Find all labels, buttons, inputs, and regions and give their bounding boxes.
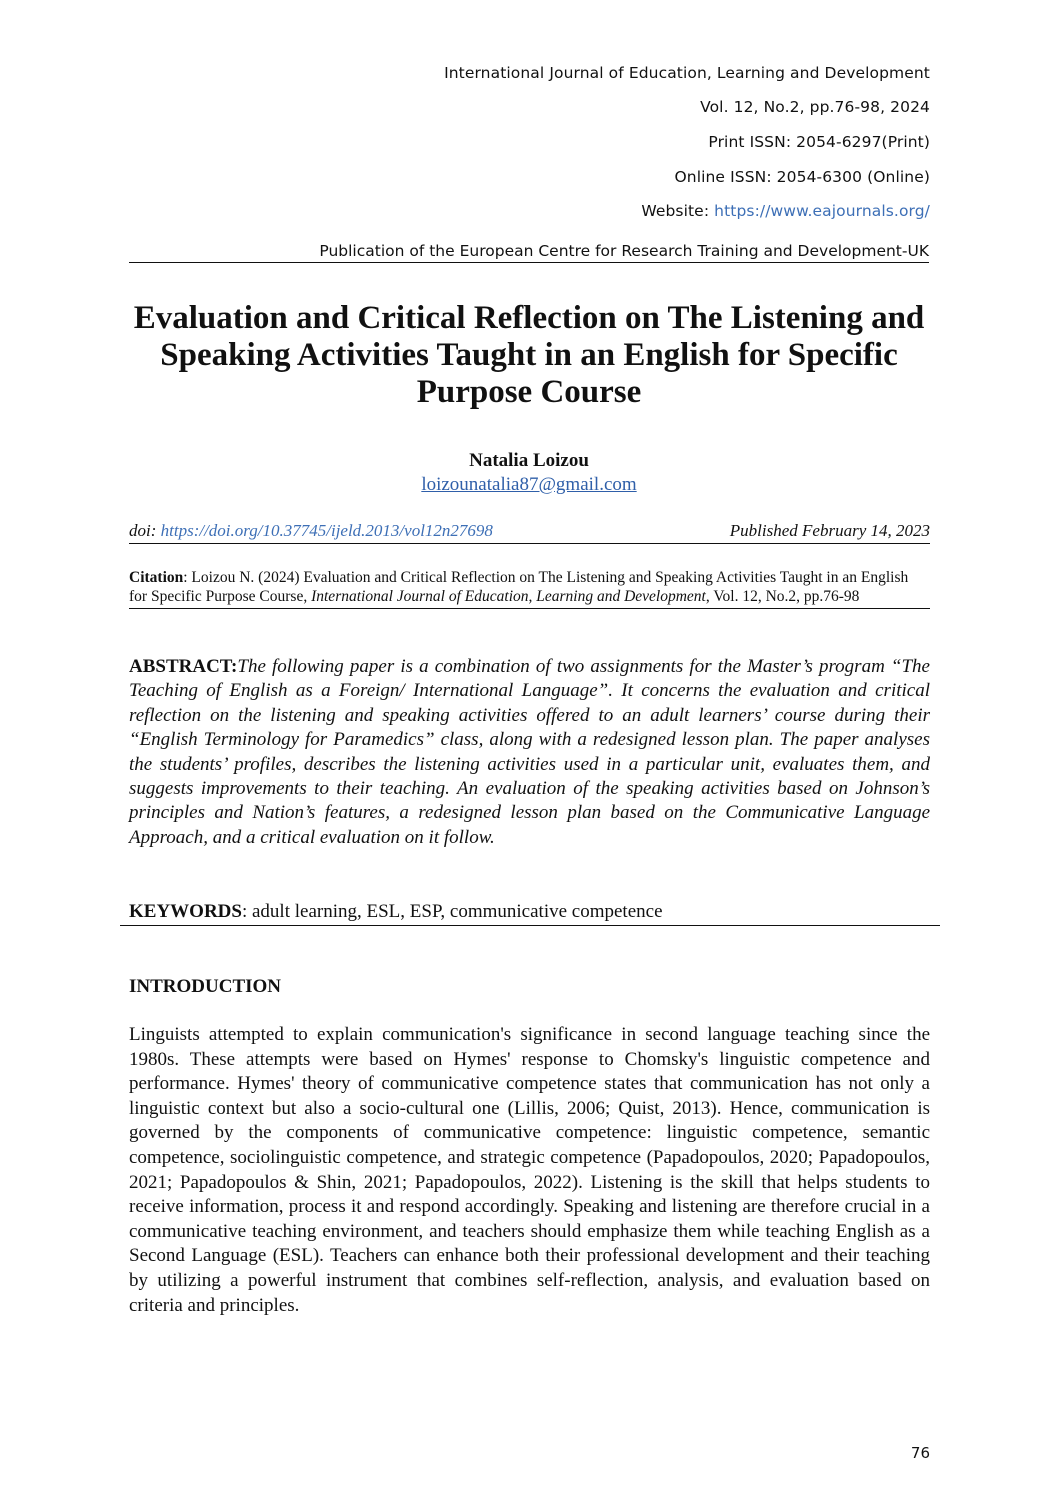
introduction-text: Linguists attempted to explain communication's significance in second language teaching since the 1980s. These attempts were based on Hymes' response to Chomsky's linguistic competence and performance. Hymes' theory of communicative competence states that communication has not only a linguistic context but also a socio-cultural one (Lillis, 2006; Quist, 2013). Hence, communication is governed by the components of communicative competence: linguistic competence, semantic competence, sociolinguistic competence, and strategic competence (Papadopoulos, 2020; Papadopoulos, 2021; Papadopoulos & Shin, 2021; Papadopoulos, 2022). Listening is the skill that helps students to receive information, process it and respond accordingly. Speaking and listening are therefore crucial in a communicative teaching environment, and teachers should emphasize them while teaching English as a Second Language (ESL). Teachers can enhance both their professional development and their teaching by utilizing a powerful instrument that combines self-reflection, analysis, and evaluation based on criteria and principles. — [129, 1024, 930, 1316]
website-label: Website: — [641, 202, 715, 220]
website-line — [641, 202, 930, 220]
website-link[interactable]: https://www.eajournals.org/ — [714, 202, 930, 220]
online-issn: Online ISSN: 2054-6300 (Online) — [674, 168, 930, 186]
author-name: Natalia Loizou — [469, 450, 589, 471]
citation — [129, 568, 930, 609]
journal-name: International Journal of Education, Learning and Development — [444, 64, 930, 82]
keywords — [129, 901, 930, 923]
citation-text-b: , Vol. 12, No.2, pp.76-98 — [705, 588, 860, 605]
keywords-divider — [120, 925, 940, 926]
citation-label: Citation — [129, 569, 184, 586]
keywords-text: : adult learning, ESL, ESP, communicative competence — [241, 901, 663, 922]
author-email-link[interactable]: loizounatalia87@gmail.com — [421, 474, 637, 495]
doi-link[interactable]: https://doi.org/10.37745/ijeld.2013/vol12n27698 — [160, 521, 493, 540]
doi-label: doi: — [129, 521, 161, 540]
abstract-label: ABSTRACT: — [129, 656, 238, 677]
citation-journal: International Journal of Education, Learning and Development — [311, 588, 706, 605]
doi-row — [129, 521, 930, 544]
abstract-text: The following paper is a combination of two assignments for the Master’s program “The Teaching of English as a Foreign/ International Language”. It concerns the evaluation and critical reflection on the listening and speaking activities offered to an adult learners’ course during their “English Terminology for Paramedics” class, along with a redesigned lesson plan. The paper analyses the students’ profiles, describes the listening activities used in a particular unit, evaluates them, and suggests improvements to their teaching. An evaluation of the speaking activities based on Johnson’s principles and Nation’s features, a redesigned lesson plan based on the Communicative Language Approach, and a critical evaluation on it follow. — [129, 656, 930, 848]
keywords-label: KEYWORDS — [129, 901, 242, 922]
abstract — [129, 655, 930, 850]
publisher-line: Publication of the European Centre for Research Training and Development-UK — [129, 242, 929, 263]
volume-info: Vol. 12, No.2, pp.76-98, 2024 — [700, 98, 930, 116]
doi — [129, 521, 493, 541]
author-email-line — [0, 474, 1058, 496]
print-issn: Print ISSN: 2054-6297(Print) — [708, 133, 930, 151]
published-date: Published February 14, 2023 — [729, 521, 930, 540]
paper-title: Evaluation and Critical Reflection on The Listening and Speaking Activities Taught in an English for Specific Purpose Course — [133, 300, 925, 410]
introduction-heading: INTRODUCTION — [129, 976, 282, 997]
page-number: 76 — [910, 1444, 930, 1462]
citation-text-a: : Loizou N. (2024) Evaluation and Critical Reflection on The Listening and Speaking Activities Taught in an English for Specific Purpose Course, — [129, 569, 909, 605]
